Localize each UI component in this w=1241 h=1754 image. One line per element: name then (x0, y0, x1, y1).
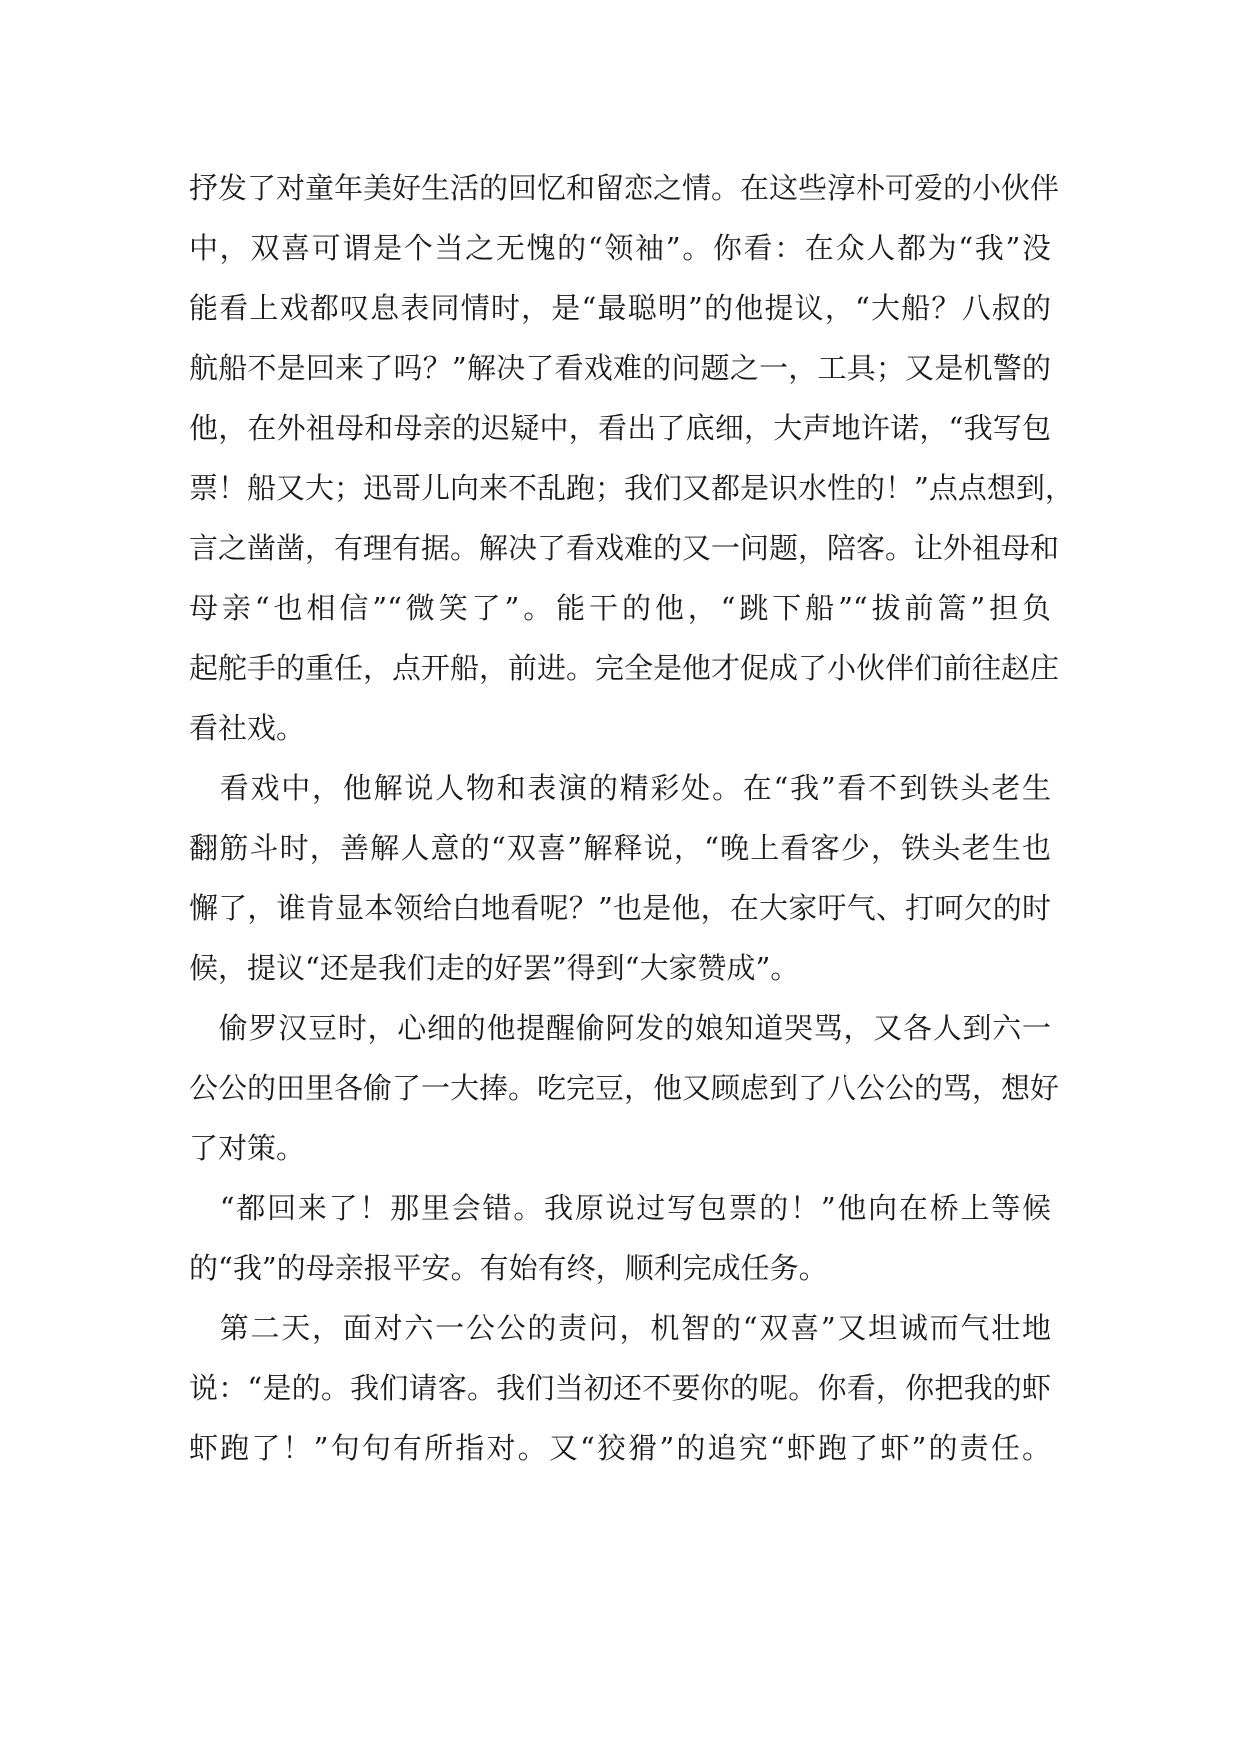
text-line: 他，在外祖母和母亲的迟疑中，看出了底细，大声地许诺，“我写包 (189, 411, 1051, 445)
text-line: 抒发了对童年美好生活的回忆和留恋之情。在这些淳朴可爱的小伙伴 (189, 171, 1060, 205)
text-line: 票！船又大；迅哥儿向来不乱跑；我们又都是识水性的！”点点想到， (189, 471, 1074, 505)
text-line: 懈了，谁肯显本领给白地看呢？”也是他，在大家吁气、打呵欠的时 (189, 891, 1051, 925)
text-line: 候，提议“还是我们走的好罢”得到“大家赞成”。 (189, 951, 800, 985)
text-line: 了对策。 (189, 1131, 306, 1165)
text-line: 的“我”的母亲报平安。有始有终，顺利完成任务。 (189, 1251, 828, 1285)
text-line: 第二天，面对六一公公的责问，机智的“双喜”又坦诚而气壮地 (189, 1311, 1051, 1345)
text-line: 起舵手的重任，点开船，前进。完全是他才促成了小伙伴们前往赵庄 (189, 651, 1060, 685)
text-line: 能看上戏都叹息表同情时，是“最聪明”的他提议，“大船？八叔的 (189, 291, 1051, 325)
text-line: 母亲“也相信”“微笑了”。能干的他，“跳下船”“拔前篙”担负 (189, 591, 1051, 625)
text-line: 看戏中，他解说人物和表演的精彩处。在“我”看不到铁头老生 (189, 771, 1051, 805)
text-line: 说：“是的。我们请客。我们当初还不要你的呢。你看，你把我的虾 (189, 1371, 1051, 1405)
text-line: 虾跑了！”句句有所指对。又“狡猾”的追究“虾跑了虾”的责任。 (189, 1431, 1051, 1465)
text-line: 公公的田里各偷了一大捧。吃完豆，他又顾虑到了八公公的骂，想好 (189, 1071, 1060, 1105)
text-line: 航船不是回来了吗？”解决了看戏难的问题之一，工具；又是机警的 (189, 351, 1051, 385)
text-line: 中，双喜可谓是个当之无愧的“领袖”。你看：在众人都为“我”没 (189, 231, 1051, 265)
text-line: 偷罗汉豆时，心细的他提醒偷阿发的娘知道哭骂，又各人到六一 (189, 1011, 1051, 1045)
text-line: 言之凿凿，有理有据。解决了看戏难的又一问题，陪客。让外祖母和 (189, 531, 1060, 565)
body-text (189, 158, 1074, 1478)
text-line: 翻筋斗时，善解人意的“双喜”解释说，“晚上看客少，铁头老生也 (189, 831, 1051, 865)
text-line: “都回来了！那里会错。我原说过写包票的！”他向在桥上等候 (189, 1191, 1051, 1225)
text-line: 看社戏。 (189, 711, 306, 745)
